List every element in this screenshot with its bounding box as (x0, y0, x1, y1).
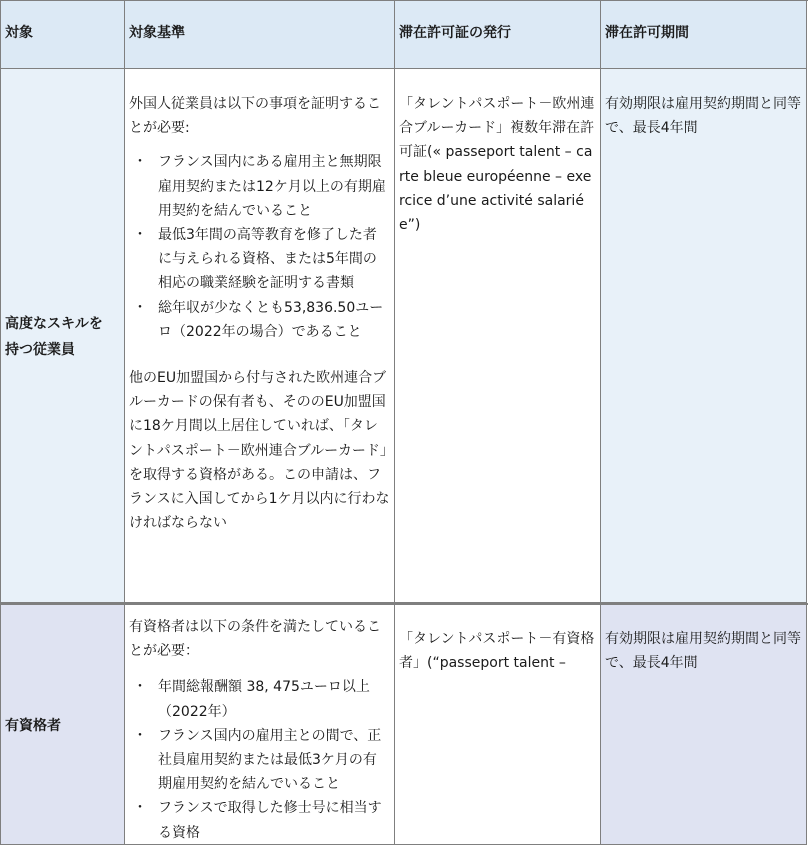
permit-text: 「タレントパスポート－有資格者」(“passeport talent – (399, 631, 595, 672)
list-item (129, 150, 390, 223)
row-label-line: 有資格者 (5, 717, 61, 734)
criteria-bullet-list (129, 150, 390, 344)
permit-highly-skilled (395, 69, 601, 603)
period-qualified (601, 605, 807, 845)
header-criteria (125, 1, 395, 69)
permit-qualified (395, 605, 601, 845)
header-target-label: 対象 (5, 25, 33, 41)
bullet-glyph: ・ (133, 800, 147, 817)
header-target (1, 1, 125, 69)
bullet-glyph: ・ (133, 679, 147, 696)
bullet-text: 総年収が少なくとも53,836.50ユーロ（2022年の場合）であること (158, 299, 384, 340)
header-permit-label: 滞在許可証の発行 (399, 25, 511, 41)
bullet-text: 最低3年間の高等教育を修了した者に与えられる資格、または5年間の相応の職業経験を証明する書類 (158, 227, 377, 292)
list-item (129, 223, 390, 296)
bullet-glyph: ・ (133, 227, 147, 244)
header-criteria-label: 対象基準 (129, 25, 185, 41)
bullet-glyph: ・ (133, 154, 147, 171)
header-permit (395, 1, 601, 69)
list-item (129, 796, 390, 844)
list-item (129, 675, 390, 723)
permit-text: 「タレントパスポート－欧州連合ブルーカード」複数年滞在許可証(« passeport talent – carte bleue européenne – exercice d’une activité salariée”) (399, 96, 595, 234)
criteria-bullet-list (129, 675, 390, 844)
row-label-line: 持つ従業員 (5, 341, 75, 358)
criteria-note: 他のEU加盟国から付与された欧州連合ブルーカードの保有者も、そののEU加盟国に18ケ月間以上居住していれば、「タレントパスポート－欧州連合ブルーカード」を取得する資格がある。この申請は、フランスに入国してから1ケ月以内に行わなければならない (129, 370, 390, 532)
criteria-highly-skilled (125, 69, 395, 603)
criteria-qualified (125, 605, 395, 845)
bullet-text: フランス国内にある雇用主と無期限雇用契約または12ケ月以上の有期雇用契約を結んでいること (158, 154, 386, 219)
list-item (129, 296, 390, 344)
row-label-line: 高度なスキルを (5, 315, 103, 332)
bullet-glyph: ・ (133, 299, 147, 316)
list-item (129, 724, 390, 797)
header-period (601, 1, 807, 69)
bullet-text: 年間総報酬額 38, 475ユーロ以上（2022年） (158, 679, 370, 720)
row-label-highly-skilled (1, 69, 125, 603)
header-period-label: 滞在許可期間 (605, 25, 689, 41)
bullet-glyph: ・ (133, 727, 147, 744)
period-text: 有効期限は雇用契約期間と同等で、最長4年間 (605, 96, 801, 137)
bullet-text: フランス国内の雇用主との間で、正社員雇用契約または最低3ケ月の有期雇用契約を結んでいること (158, 727, 382, 793)
bullet-text: フランスで取得した修士号に相当する資格 (158, 800, 382, 841)
criteria-intro: 外国人従業員は以下の事項を証明することが必要: (129, 96, 381, 137)
row-label-qualified (1, 605, 125, 845)
criteria-intro: 有資格者は以下の条件を満たしていることが必要： (129, 619, 381, 660)
period-highly-skilled (601, 69, 807, 603)
period-text: 有効期限は雇用契約期間と同等で、最長4年間 (605, 631, 801, 672)
